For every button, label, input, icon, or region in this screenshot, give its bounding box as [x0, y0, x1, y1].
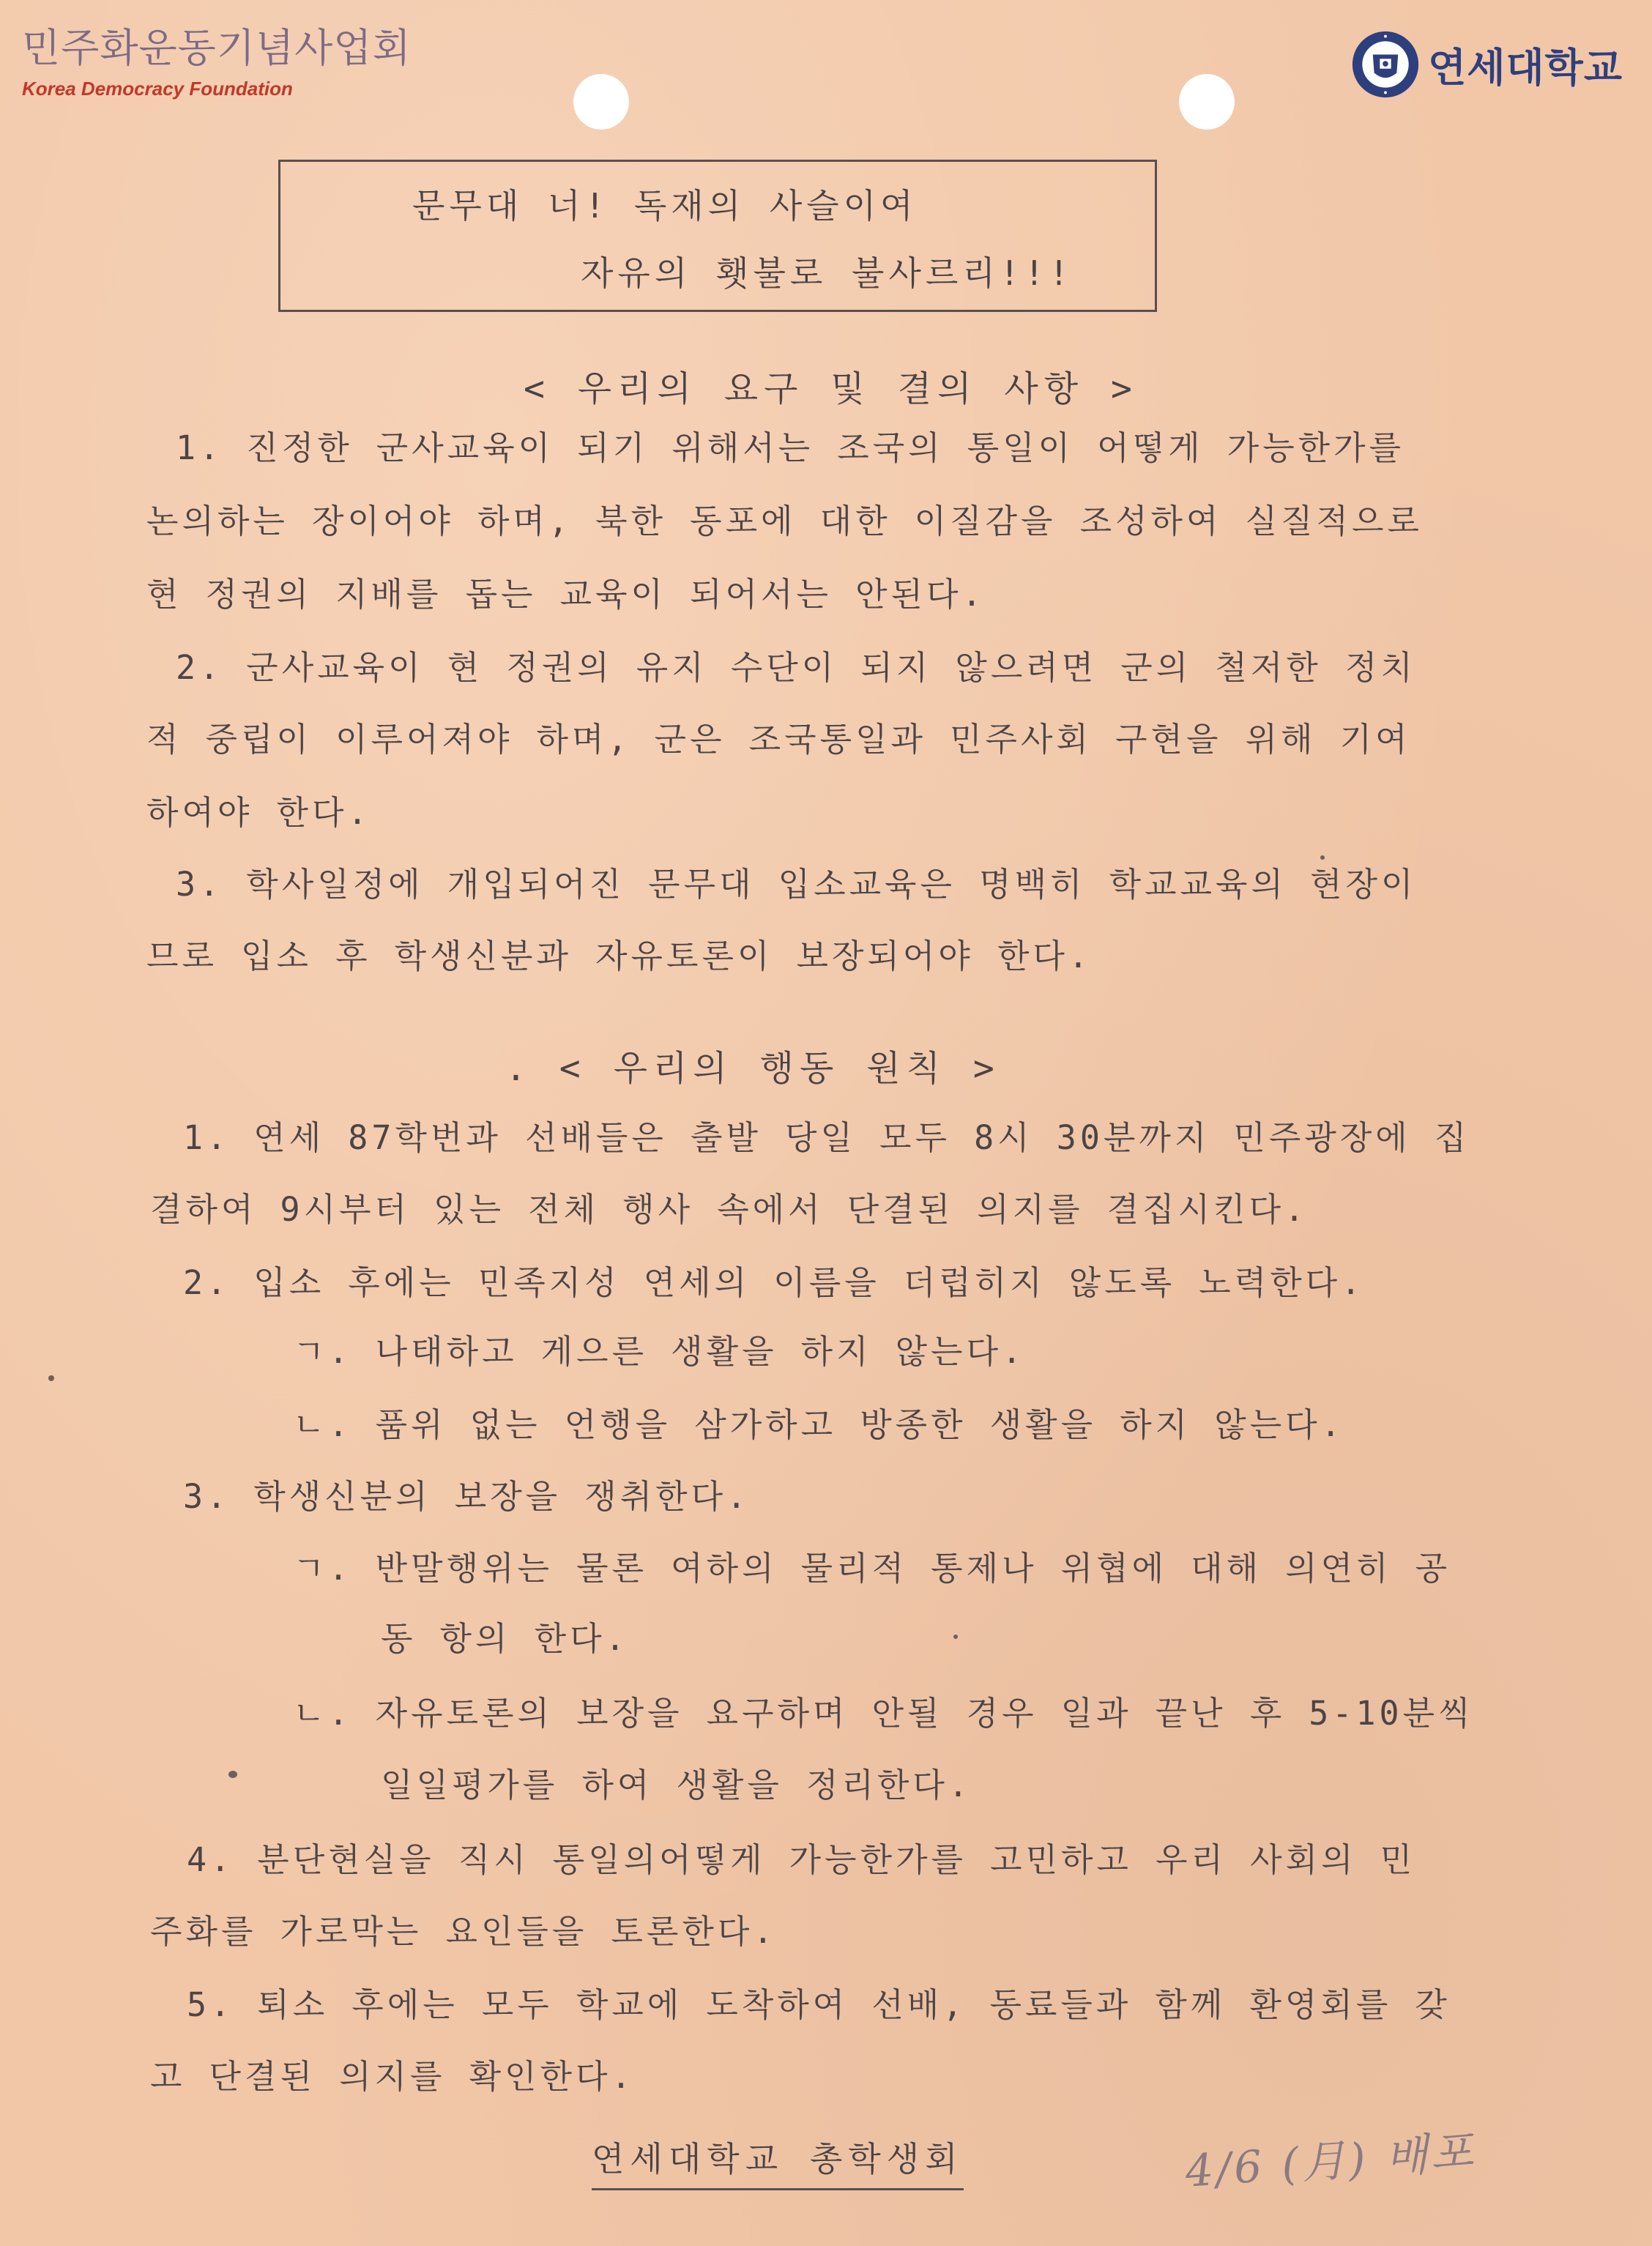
foundation-name-english: Korea Democracy Foundation: [22, 78, 293, 100]
university-name: 연세대학교: [1428, 44, 1623, 91]
ink-speck: [48, 1375, 54, 1381]
ink-speck: [228, 1771, 237, 1778]
body-line: ㄴ. 품위 없는 언행을 삼가하고 방종한 생활을 하지 않는다.: [293, 1405, 1344, 1444]
body-line: ㄱ. 반말행위는 물론 여하의 물리적 통제나 위협에 대해 의연히 공: [293, 1549, 1451, 1588]
body-line: 1. 진정한 군사교육이 되기 위해서는 조국의 통일이 어떻게 가능한가를: [176, 428, 1405, 467]
body-line: 주화를 가로막는 요인들을 토론한다.: [150, 1912, 777, 1951]
university-seal-icon: [1350, 29, 1421, 100]
body-line: 고 단결된 의지를 확인한다.: [150, 2057, 635, 2096]
body-line: 3. 학사일정에 개입되어진 문무대 입소교육은 명백히 학교교육의 현장이: [176, 865, 1417, 904]
ink-speck: [1320, 855, 1325, 860]
foundation-name-korean: 민주화운동기념사업회: [22, 25, 412, 71]
foundation-watermark: [22, 26, 412, 100]
body-line: 결하여 9시부터 있는 전체 행사 속에서 단결된 의지를 결집시킨다.: [150, 1190, 1309, 1229]
body-line: 일일평가를 하여 생활을 정리한다.: [381, 1766, 972, 1804]
handwritten-date-note: 4/6 (月) 배포: [1183, 2126, 1478, 2198]
body-line: 현 정권의 지배를 돕는 교육이 되어서는 안된다.: [146, 575, 986, 614]
title-line: 문무대 너! 독재의 사슬이여: [412, 186, 918, 226]
punch-hole: [1179, 74, 1235, 130]
section-heading-demands: < 우리의 요구 및 결의 사항 >: [524, 368, 1138, 409]
body-line: 2. 입소 후에는 민족지성 연세의 이름을 더럽히지 않도록 노력한다.: [183, 1263, 1365, 1302]
body-line: 2. 군사교육이 현 정권의 유지 수단이 되지 않으려면 군의 철저한 정치: [176, 648, 1416, 687]
body-line: 3. 학생신분의 보장을 쟁취한다.: [183, 1477, 751, 1516]
body-line: 1. 연세 87학번과 선배들은 출발 당일 모두 8시 30분까지 민주광장에 집: [183, 1118, 1470, 1157]
body-line: 적 중립이 이루어져야 하며, 군은 조국통일과 민주사회 구현을 위해 기여: [146, 720, 1411, 759]
title-box: [278, 160, 1157, 312]
body-line: 므로 입소 후 학생신분과 자유토론이 보장되어야 한다.: [146, 937, 1092, 975]
body-line: 논의하는 장이어야 하며, 북한 동포에 대한 이질감을 조성하여 실질적으로: [146, 502, 1423, 540]
body-line: ㄴ. 자유토론의 보장을 요구하며 안될 경우 일과 끝난 후 5-10분씩: [293, 1694, 1474, 1733]
body-line: 4. 분단현실을 직시 통일의어떻게 가능한가를 고민하고 우리 사회의 민: [187, 1840, 1416, 1879]
university-watermark: [1350, 29, 1623, 100]
ink-speck: [953, 1635, 958, 1639]
body-line: 5. 퇴소 후에는 모두 학교에 도착하여 선배, 동료들과 함께 환영회를 갖: [187, 1985, 1451, 2024]
title-line: 자유의 횃불로 불사르리!!!: [581, 253, 1074, 293]
body-line: 동 항의 한다.: [381, 1619, 629, 1658]
signature-student-council: 연세대학교 총학생회: [592, 2132, 964, 2190]
punch-hole: [573, 74, 629, 130]
body-line: 하여야 한다.: [146, 793, 371, 832]
section-heading-principles: . < 우리의 행동 원칙 >: [505, 1048, 1000, 1089]
body-line: ㄱ. 나태하고 게으른 생활을 하지 않는다.: [293, 1332, 1026, 1371]
